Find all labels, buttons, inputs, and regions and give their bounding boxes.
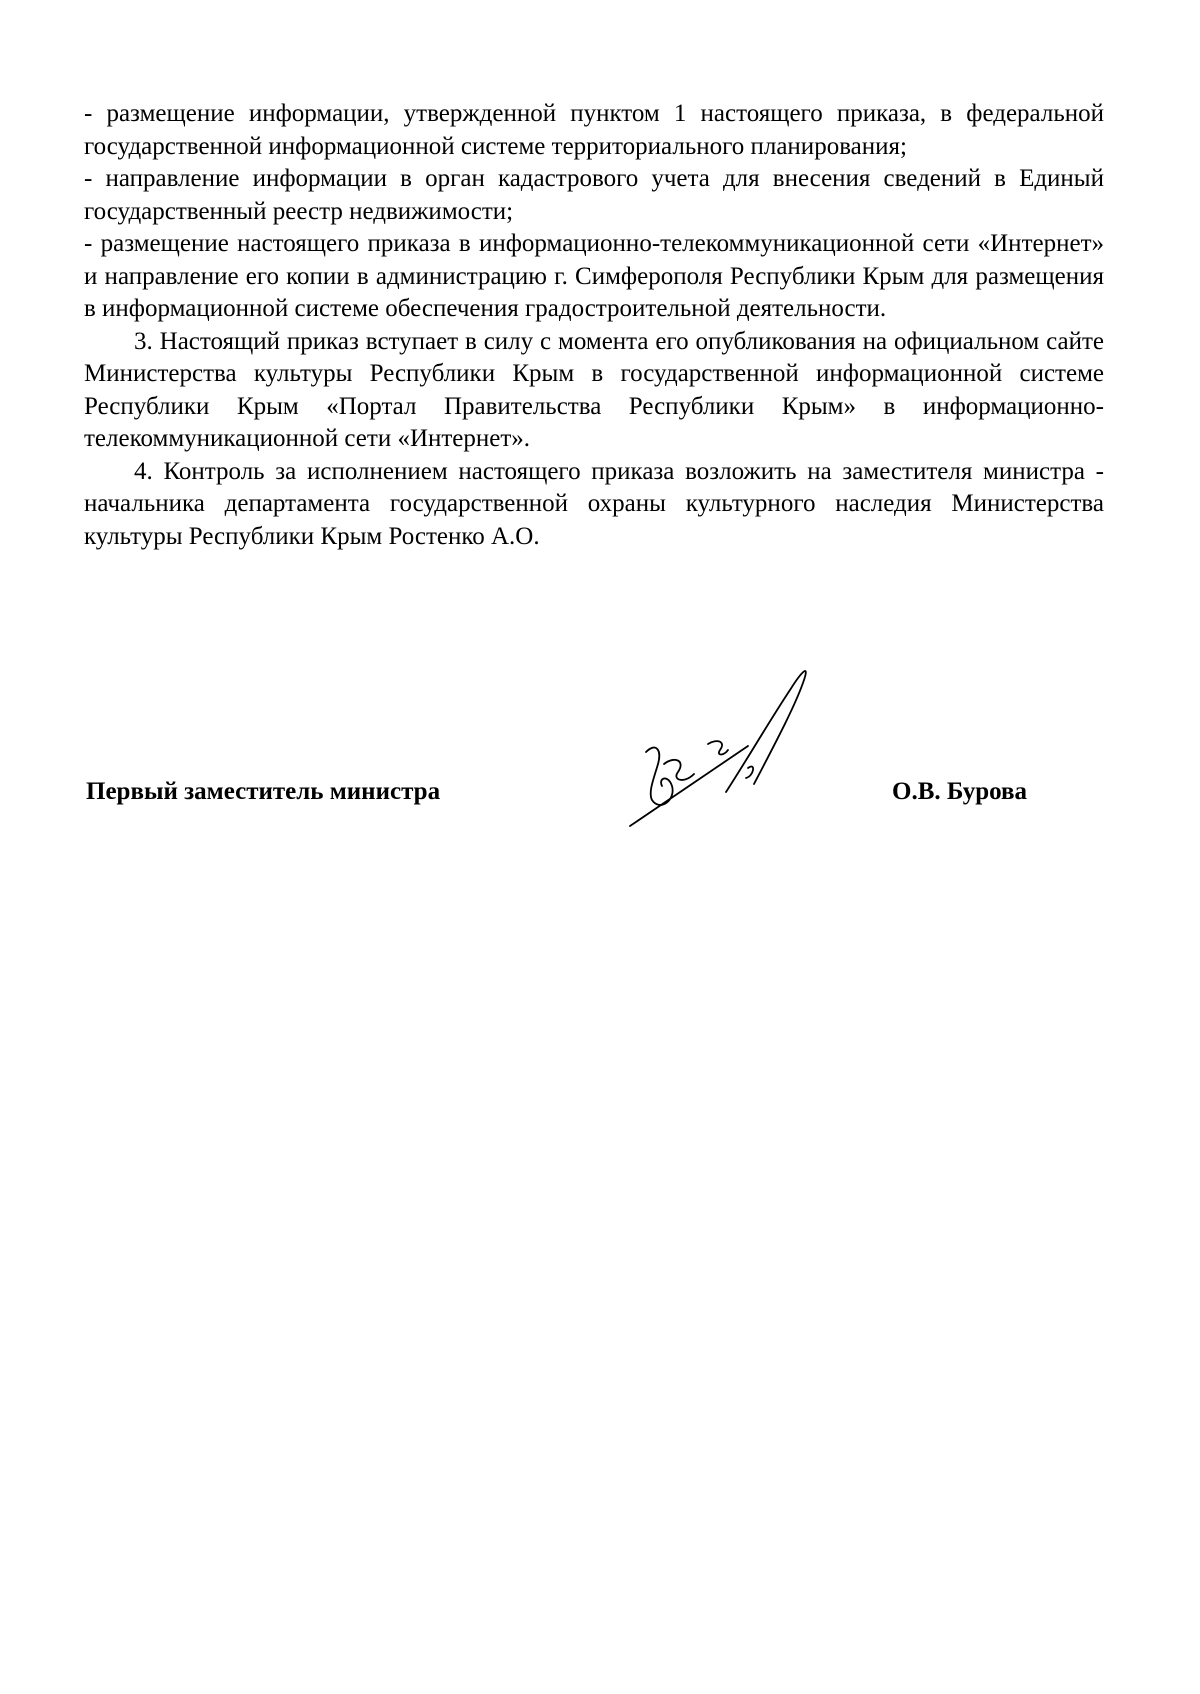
paragraph-item-3: 3. Настоящий приказ вступает в силу с момента его опубликования на официальном сайте Министерства культуры Республики Крым в государственной информационной системе Республики Крым «Портал Правительства Республики Крым» в информационно-телекоммуникационной сети «Интернет». xyxy=(84,327,1104,452)
signature-stroke-flourish xyxy=(726,671,806,792)
signature-stroke-loop-c xyxy=(708,741,728,754)
signature-stroke-loop-a xyxy=(646,748,673,805)
paragraph-tgis-placement: - размещение информации, утвержденной пунктом 1 настоящего приказа, в федеральной государственной информационной системе территориального планирования; xyxy=(84,100,1104,160)
signature-stroke-tail xyxy=(746,767,753,778)
signer-name: О.В. Бурова xyxy=(892,778,1028,805)
document-body xyxy=(84,98,1104,553)
signature-stroke-loop-b xyxy=(664,760,694,780)
paragraph-cadastre: - направление информации в орган кадастрового учета для внесения сведений в Единый государственный реестр недвижимости; xyxy=(84,165,1104,225)
handwritten-signature xyxy=(628,660,868,830)
paragraph-item-4: 4. Контроль за исполнением настоящего приказа возложить на заместителя министра - начальника департамента государственной охраны культурного наследия Министерства культуры Республики Крым Ростенко А.О. xyxy=(84,457,1104,550)
signer-title: Первый заместитель министра xyxy=(86,778,441,805)
paragraph-internet-placement: - размещение настоящего приказа в информационно-телекоммуникационной сети «Интернет» и направление его копии в администрацию г. Симферополя Республики Крым для размещения в информационной системе обеспечения градостроительной деятельности. xyxy=(84,230,1104,322)
